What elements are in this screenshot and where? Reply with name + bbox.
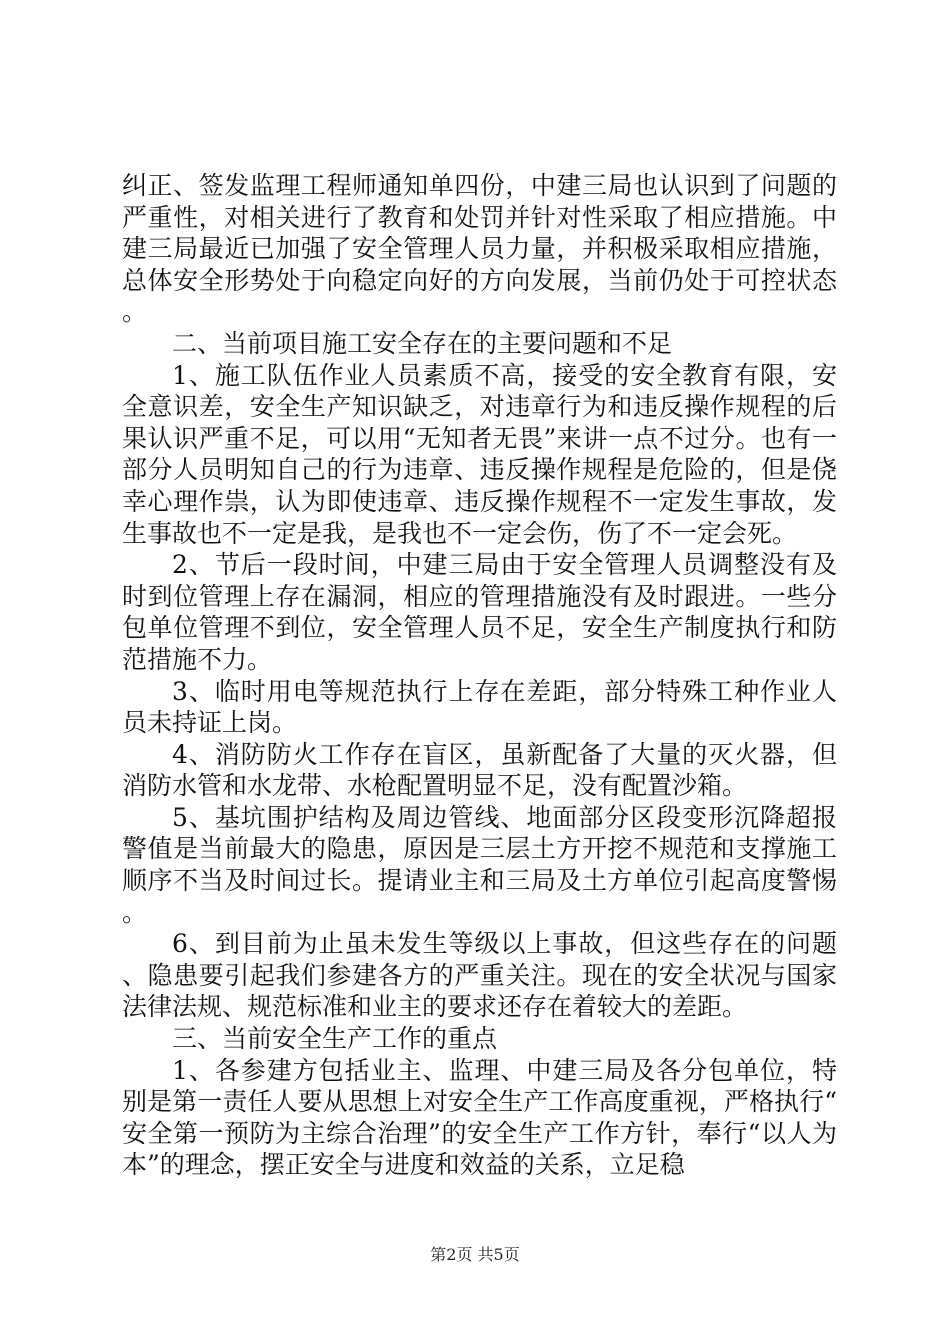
paragraph-item-4: 4、消防防火工作存在盲区，虽新配备了大量的灭火器，但消防水管和水龙带、水枪配置明显不足，没有配置沙箱。 bbox=[122, 739, 837, 801]
paragraph-item-section3-1: 1、各参建方包括业主、监理、中建三局及各分包单位，特别是第一责任人要从思想上对安全生产工作高度重视，严格执行“安全第一预防为主综合治理”的安全生产工作方针，奉行“以人为本”的理念，摆正安全与进度和效益的关系，立足稳 bbox=[122, 1055, 837, 1180]
paragraph-item-1: 1、施工队伍作业人员素质不高，接受的安全教育有限，安全意识差，安全生产知识缺乏，对违章行为和违反操作规程的后果认识严重不足，可以用“无知者无畏”来讲一点不过分。也有一部分人员明知自己的行为违章、违反操作规程是危险的，但是侥幸心理作祟，认为即使违章、违反操作规程不一定发生事故，发生事故也不一定是我，是我也不一定会伤，伤了不一定会死。 bbox=[122, 360, 837, 548]
section-heading-3: 三、当前安全生产工作的重点 bbox=[172, 1024, 498, 1054]
paragraph-continuation: 纠正、签发监理工程师通知单四份，中建三局也认识到了问题的严重性，对相关进行了教育和处罚并针对性采取了相应措施。中建三局最近已加强了安全管理人员力量，并积极采取相应措施，总体安全形势处于向稳定向好的方向发展，当前仍处于可控状态。 bbox=[122, 171, 837, 327]
paragraph-item-2: 2、节后一段时间，中建三局由于安全管理人员调整没有及时到位管理上存在漏洞，相应的管理措施没有及时跟进。一些分包单位管理不到位，安全管理人员不足，安全生产制度执行和防范措施不力。 bbox=[122, 550, 837, 674]
document-body bbox=[122, 170, 837, 1181]
section-heading-2: 二、当前项目施工安全存在的主要问题和不足 bbox=[172, 328, 673, 358]
paragraph-item-3: 3、临时用电等规范执行上存在差距，部分特殊工种作业人员未持证上岗。 bbox=[122, 676, 837, 738]
paragraph-item-5: 5、基坑围护结构及周边管线、地面部分区段变形沉降超报警值是当前最大的隐患，原因是三层土方开挖不规范和支撑施工顺序不当及时间过长。提请业主和三局及土方单位引起高度警惕。 bbox=[122, 802, 837, 927]
paragraph-item-6: 6、到目前为止虽未发生等级以上事故，但这些存在的问题、隐患要引起我们参建各方的严重关注。现在的安全状况与国家法律法规、规范标准和业主的要求还存在着较大的差距。 bbox=[122, 929, 837, 1022]
page-number-footer: 第2页 共5页 bbox=[430, 1245, 520, 1264]
